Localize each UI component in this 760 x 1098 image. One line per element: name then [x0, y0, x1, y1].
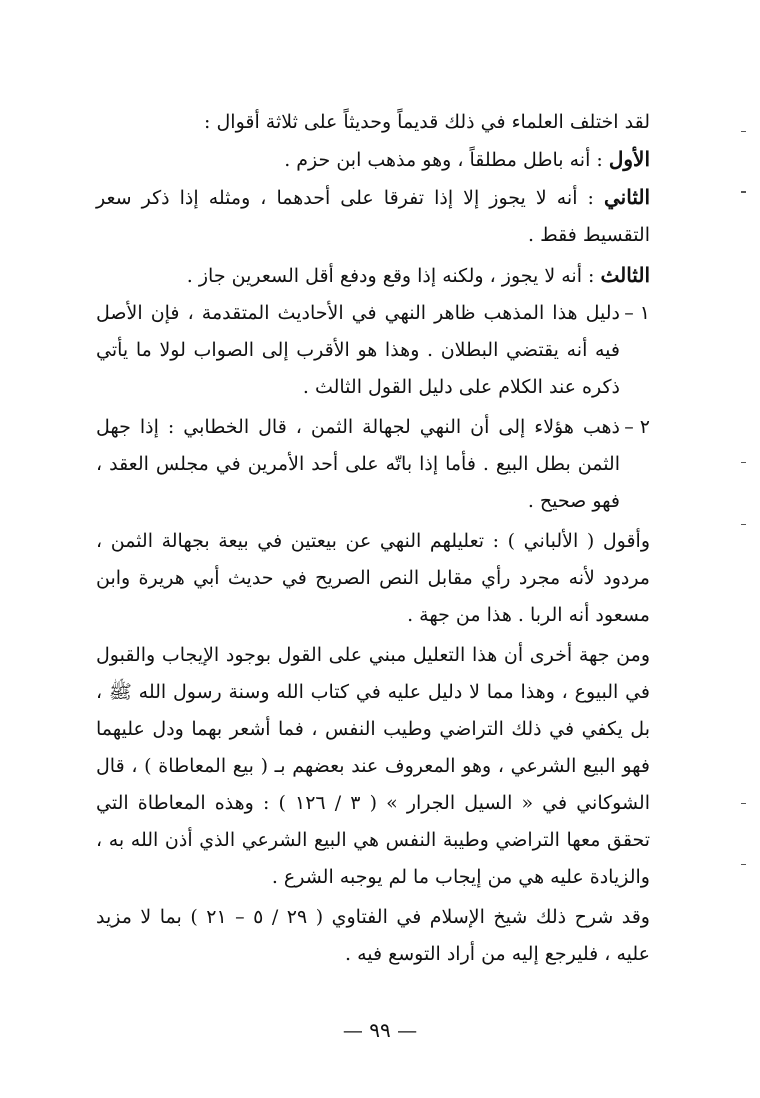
opinion-second — [96, 179, 650, 254]
opinion-label: الثالث — [600, 263, 650, 287]
opinion-text: : أنه باطل مطلقاً ، وهو مذهب ابن حزم . — [284, 149, 609, 171]
page-number: — ٩٩ — — [342, 1018, 418, 1042]
item-text: ذهب هؤلاء إلى أن النهي لجهالة الثمن ، قال الخطابي : إذا جهل الثمن بطل البيع . فأما إذا باتّه على أحد الأمرين في مجلس العقد ، فهو صحيح . — [96, 416, 620, 512]
margin-mark — [741, 524, 746, 525]
margin-mark — [741, 462, 746, 463]
margin-mark — [741, 803, 746, 804]
paragraph-ibn-taymiyya: وقد شرح ذلك شيخ الإسلام في الفتاوي ( ٢٩ / ٥ – ٢١ ) بما لا مزيد عليه ، فليرجع إليه من أراد التوسع فيه . — [96, 906, 650, 965]
intro-line: لقد اختلف العلماء في ذلك قديماً وحديثاً على ثلاثة أقوال : — [204, 111, 650, 133]
item-number: ٢ – — [624, 416, 650, 438]
evidence-item-2 — [96, 409, 650, 520]
opinion-text: : أنه لا يجوز إلا إذا تفرقا على أحدهما ، ومثله إذا ذكر سعر التقسيط فقط . — [96, 187, 650, 246]
evidence-item-1 — [96, 295, 650, 406]
item-number: ١ – — [624, 302, 650, 324]
paragraph-ijab: ومن جهة أخرى أن هذا التعليل مبني على القول بوجود الإيجاب والقبول في البيوع ، وهذا مما لا دليل عليه في كتاب الله وسنة رسول الله ﷺ ، بل يكفي في ذلك التراضي وطيب النفس ، فما أشعر بهما ودل عليهما فهو البيع الشرعي ، وهو المعروف عند بعضهم بـ ( بيع المعاطاة ) ، قال الشوكاني في « السيل الجرار » ( ٣ / ١٢٦ ) : وهذه المعاطاة التي تحقق معها التراضي وطيبة النفس هي البيع الشرعي الذي أذن الله به ، والزيادة عليه هي من إيجاب ما لم يوجبه الشرع . — [96, 644, 651, 888]
paragraph-albani: وأقول ( الألباني ) : تعليلهم النهي عن بيعتين في بيعة بجهالة الثمن ، مردود لأنه مجرد رأي مقابل النص الصريح في حديث أبي هريرة وابن مسعود أنه الربا . هذا من جهة . — [96, 530, 650, 626]
item-text: دليل هذا المذهب ظاهر النهي في الأحاديث المتقدمة ، فإن الأصل فيه أنه يقتضي البطلان . وهذا هو الأقرب إلى الصواب لولا ما يأتي ذكره عند الكلام على دليل القول الثالث . — [96, 302, 620, 398]
margin-mark — [741, 191, 746, 193]
opinion-label: الثاني — [603, 185, 650, 209]
page-body — [96, 104, 650, 973]
margin-mark — [741, 131, 746, 132]
opinion-first — [96, 141, 650, 179]
margin-mark — [741, 864, 746, 865]
opinion-label: الأول — [608, 147, 650, 171]
opinion-text: : أنه لا يجوز ، ولكنه إذا وقع ودفع أقل السعرين جاز . — [186, 265, 601, 287]
opinion-third — [96, 257, 650, 295]
